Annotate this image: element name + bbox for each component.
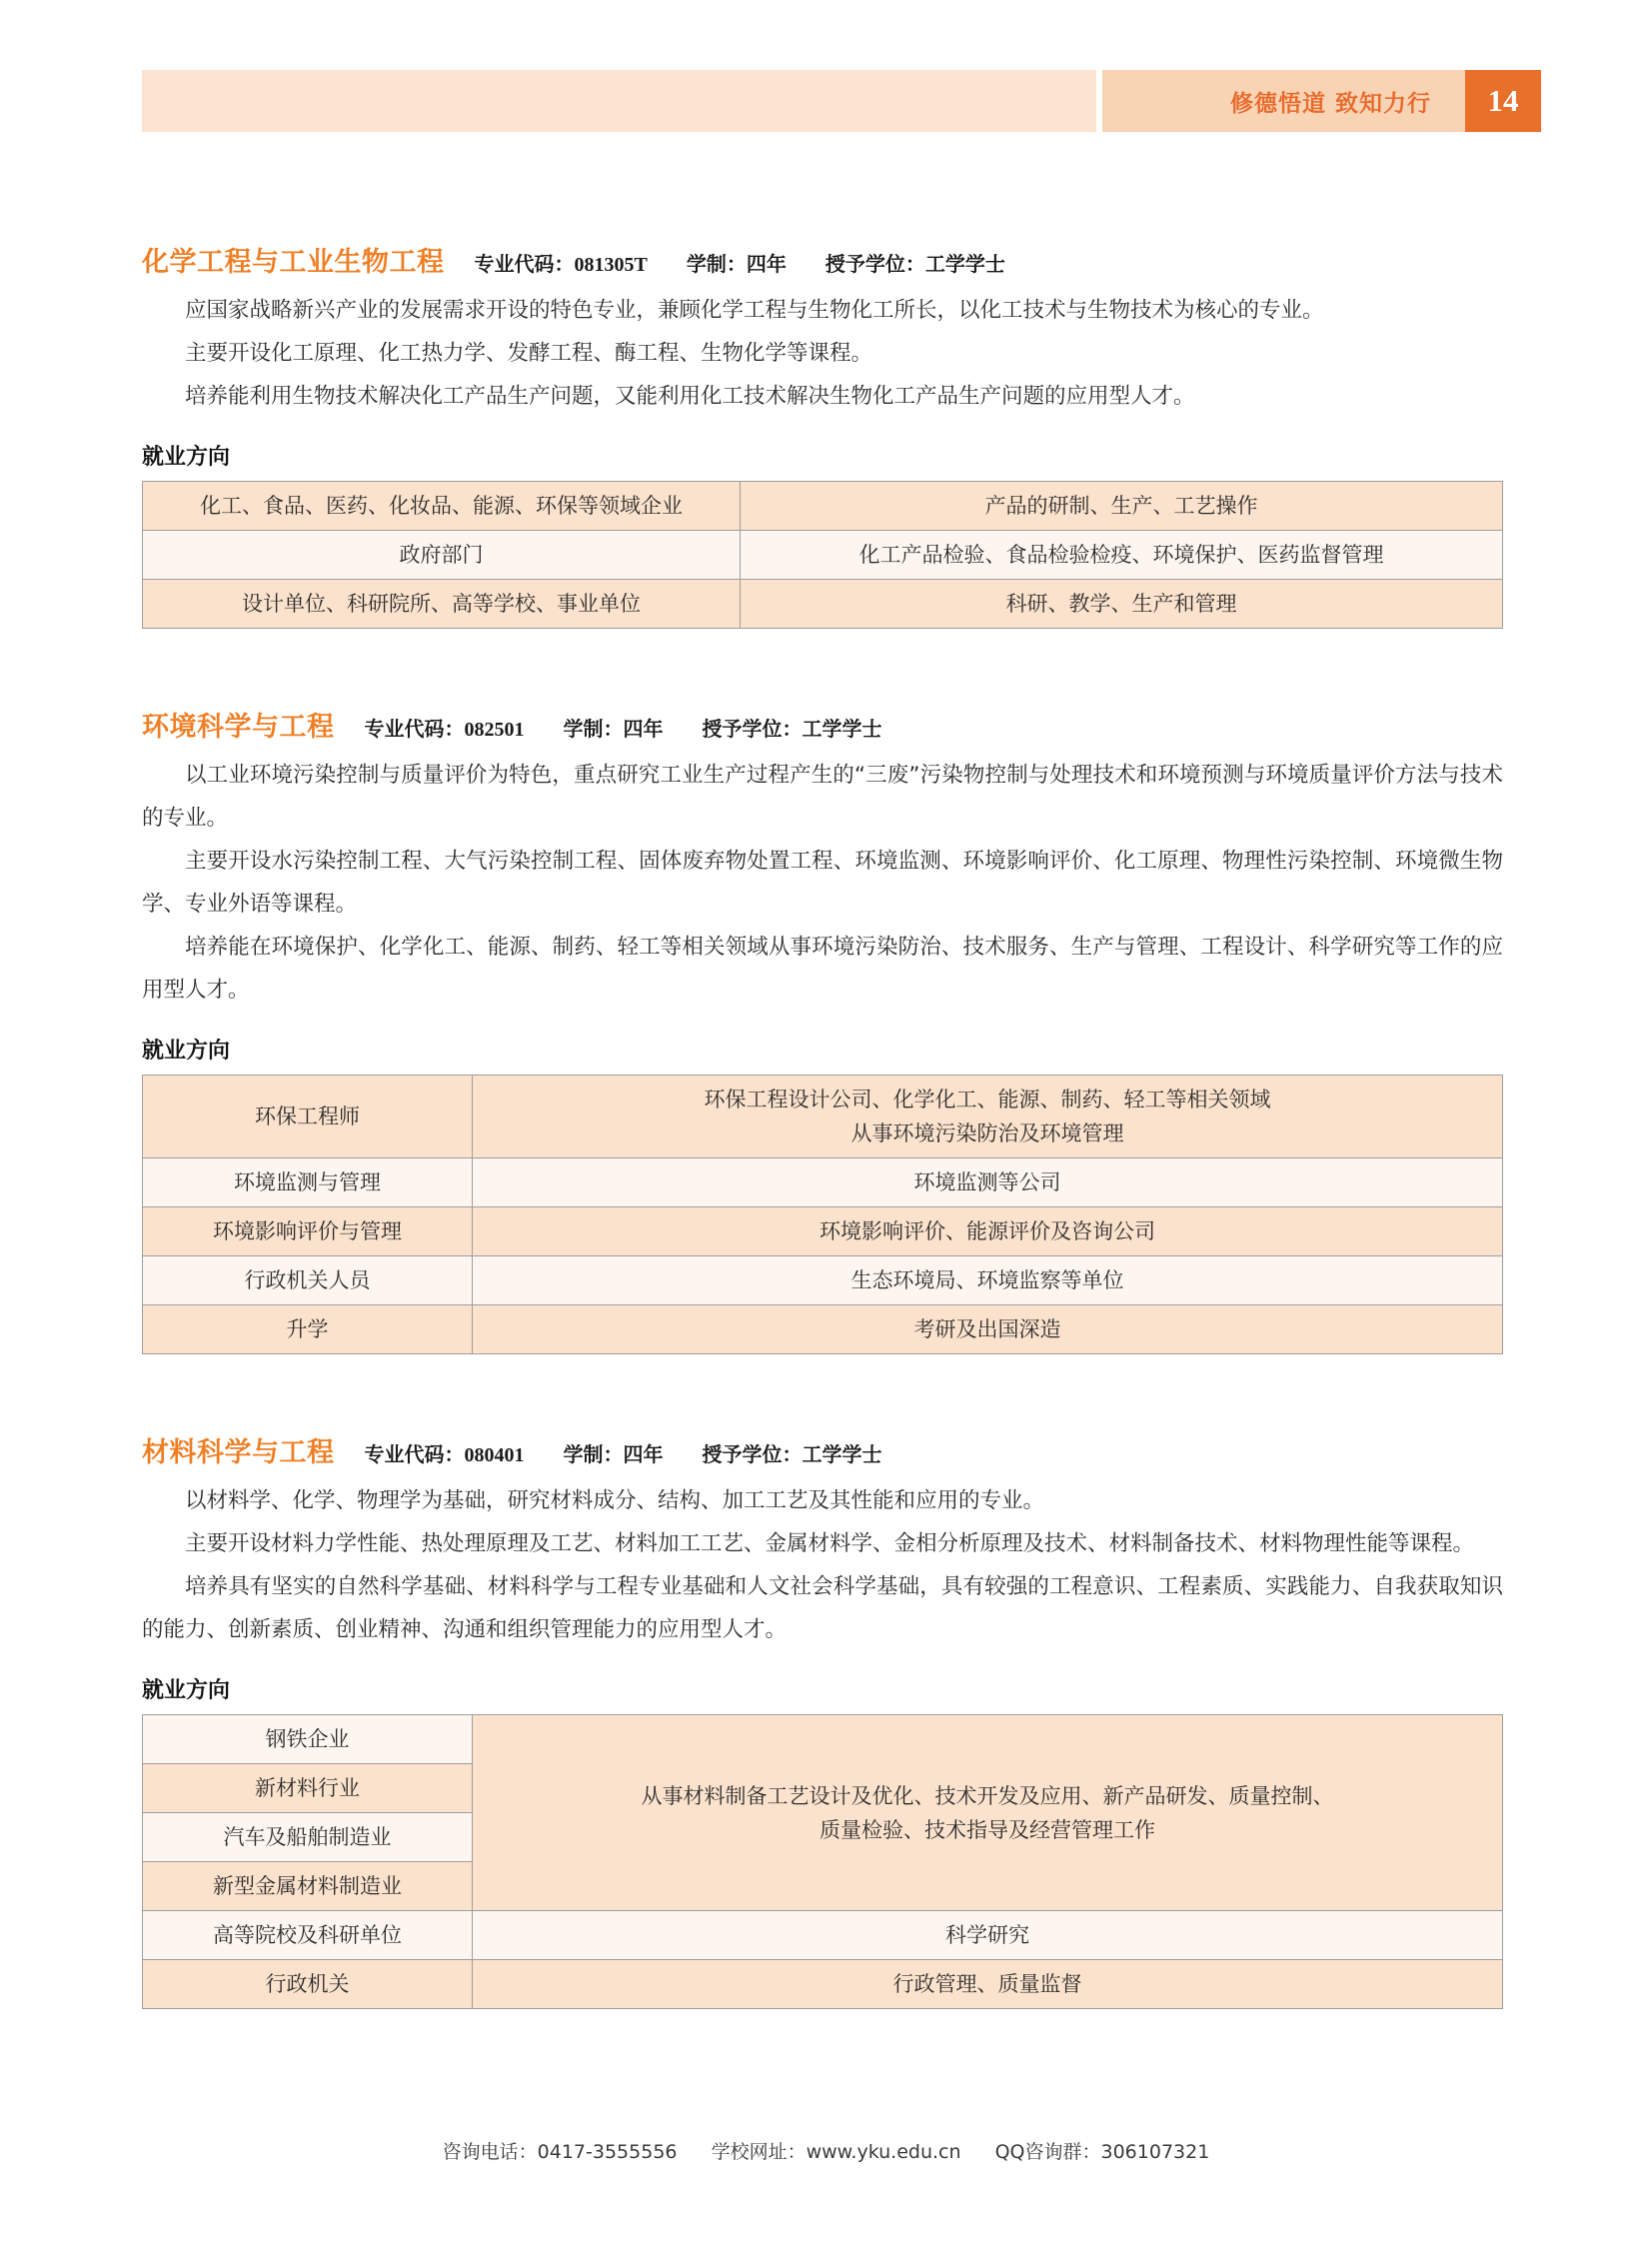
program-degree: 授予学位：工学学士: [702, 1444, 882, 1466]
page-header: [142, 70, 1541, 132]
program-paragraph: 培养具有坚实的自然科学基础、材料科学与工程专业基础和人文社会科学基础，具有较强的工程意识、工程素质、实践能力、自我获取知识的能力、创新素质、创业精神、沟通和组织管理能力的应用型人才。: [142, 1574, 1503, 1642]
footer-qq: QQ咨询群：306107321: [994, 2141, 1210, 2163]
page-number-badge: 14: [1465, 70, 1541, 132]
table-row: [143, 1715, 1503, 1764]
employment-table: [142, 1075, 1503, 1354]
table-cell-role-line: 质量检验、技术指导及经营管理工作: [820, 1817, 1155, 1842]
table-row: [143, 1911, 1503, 1960]
table-cell-role: 科学研究: [473, 1911, 1503, 1960]
table-row: [143, 1256, 1503, 1305]
program-paragraph: 培养能利用生物技术解决化工产品生产问题，又能利用化工技术解决生物化工产品生产问题的应用型人才。: [185, 384, 1195, 409]
table-cell-role: 行政管理、质量监督: [473, 1960, 1503, 2009]
table-row: [143, 1960, 1503, 2009]
program-body: [142, 1479, 1503, 1651]
table-row: [143, 531, 1503, 580]
table-cell-field: 环境影响评价与管理: [143, 1207, 473, 1256]
page-footer: [0, 2137, 1652, 2164]
table-cell-field: 高等院校及科研单位: [143, 1911, 473, 1960]
program-paragraph: 以材料学、化学、物理学为基础，研究材料成分、结构、加工工艺及其性能和应用的专业。: [185, 1488, 1045, 1513]
program-duration: 学制：四年: [563, 1444, 664, 1466]
table-cell-role-line: 从事材料制备工艺设计及优化、技术开发及应用、新产品研发、质量控制、: [641, 1783, 1334, 1808]
table-row: [143, 1158, 1503, 1207]
program-meta: [365, 1438, 882, 1467]
table-cell-field: 新材料行业: [143, 1764, 473, 1813]
employment-table: [142, 481, 1503, 629]
table-cell-role: 化工产品检验、食品检验检疫、环境保护、医药监督管理: [741, 531, 1503, 580]
table-row: [143, 1305, 1503, 1354]
table-cell-field: 钢铁企业: [143, 1715, 473, 1764]
program-paragraph: 培养能在环境保护、化学化工、能源、制药、轻工等相关领域从事环境污染防治、技术服务、生产与管理、工程设计、科学研究等工作的应用型人才。: [142, 935, 1503, 1003]
table-cell-role: 环境监测等公司: [473, 1158, 1503, 1207]
table-row: [143, 482, 1503, 531]
table-cell-role-merged: [473, 1715, 1503, 1911]
table-cell-field: 设计单位、科研院所、高等学校、事业单位: [143, 580, 741, 629]
program-paragraph: 主要开设水污染控制工程、大气污染控制工程、固体废弃物处置工程、环境监测、环境影响评价、化工原理、物理性污染控制、环境微生物学、专业外语等课程。: [142, 849, 1503, 917]
employment-table: [142, 1714, 1503, 2009]
table-cell-role: 科研、教学、生产和管理: [741, 580, 1503, 629]
table-row: [143, 580, 1503, 629]
footer-phone: 咨询电话：0417-3555556: [442, 2141, 678, 2163]
table-cell-role-line: 环保工程设计公司、化学化工、能源、制药、轻工等相关领域: [704, 1088, 1271, 1112]
program-paragraph: 主要开设化工原理、化工热力学、发酵工程、酶工程、生物化学等课程。: [185, 341, 873, 366]
jobs-heading: 就业方向: [142, 1678, 231, 1703]
content-column: [142, 240, 1503, 2009]
table-cell-field: 升学: [143, 1305, 473, 1354]
program-meta: [365, 713, 882, 742]
table-row: [143, 1076, 1503, 1158]
program-heading: [142, 240, 1503, 279]
table-cell-field: 行政机关: [143, 1960, 473, 2009]
program-duration: 学制：四年: [686, 254, 787, 276]
program-title: 材料科学与工程: [142, 1437, 335, 1468]
header-motto-text: 修德悟道 致知力行: [1229, 90, 1431, 117]
table-cell-field: 行政机关人员: [143, 1256, 473, 1305]
program-degree: 授予学位：工学学士: [825, 254, 1005, 276]
program-paragraph: 以工业环境污染控制与质量评价为特色，重点研究工业生产过程产生的“三废”污染物控制与处理技术和环境预测与环境质量评价方法与技术的专业。: [142, 763, 1503, 831]
jobs-heading: 就业方向: [142, 1039, 231, 1064]
program-section-chemical-bio-engineering: [142, 240, 1503, 629]
jobs-heading: 就业方向: [142, 445, 231, 470]
table-cell-role: 考研及出国深造: [473, 1305, 1503, 1354]
program-meta: [475, 248, 1005, 277]
program-code: 专业代码：080401: [364, 1444, 525, 1466]
program-code: 专业代码：082501: [364, 719, 525, 741]
program-body: [142, 289, 1503, 418]
program-code: 专业代码：081305T: [474, 254, 648, 276]
program-title: 化学工程与工业生物工程: [142, 247, 445, 278]
table-cell-field: 政府部门: [143, 531, 741, 580]
table-row: [143, 1207, 1503, 1256]
program-section-materials-engineering: [142, 1430, 1503, 2009]
program-duration: 学制：四年: [563, 719, 664, 741]
program-paragraph: 应国家战略新兴产业的发展需求开设的特色专业，兼顾化学工程与生物化工所长，以化工技术与生物技术为核心的专业。: [185, 298, 1324, 323]
table-cell-role: [473, 1076, 1503, 1158]
table-cell-role: 产品的研制、生产、工艺操作: [741, 482, 1503, 531]
program-paragraph: 主要开设材料力学性能、热处理原理及工艺、材料加工工艺、金属材料学、金相分析原理及技术、材料制备技术、材料物理性能等课程。: [185, 1531, 1475, 1556]
header-motto-band: [1102, 70, 1465, 132]
table-cell-role: 环境影响评价、能源评价及咨询公司: [473, 1207, 1503, 1256]
table-cell-role-line: 从事环境污染防治及环境管理: [850, 1122, 1124, 1145]
table-cell-field: 化工、食品、医药、化妆品、能源、环保等领域企业: [143, 482, 741, 531]
program-section-environmental-engineering: [142, 705, 1503, 1354]
table-cell-field: 新型金属材料制造业: [143, 1862, 473, 1911]
program-degree: 授予学位：工学学士: [702, 719, 882, 741]
program-heading: [142, 705, 1503, 744]
table-cell-field: 汽车及船舶制造业: [143, 1813, 473, 1862]
program-body: [142, 754, 1503, 1012]
table-cell-field: 环境监测与管理: [143, 1158, 473, 1207]
program-heading: [142, 1430, 1503, 1469]
table-cell-field: 环保工程师: [143, 1076, 473, 1158]
footer-website: 学校网址：www.yku.edu.cn: [711, 2141, 961, 2163]
program-title: 环境科学与工程: [142, 712, 335, 743]
table-cell-role: 生态环境局、环境监察等单位: [473, 1256, 1503, 1305]
header-left-bar: [142, 70, 1096, 132]
